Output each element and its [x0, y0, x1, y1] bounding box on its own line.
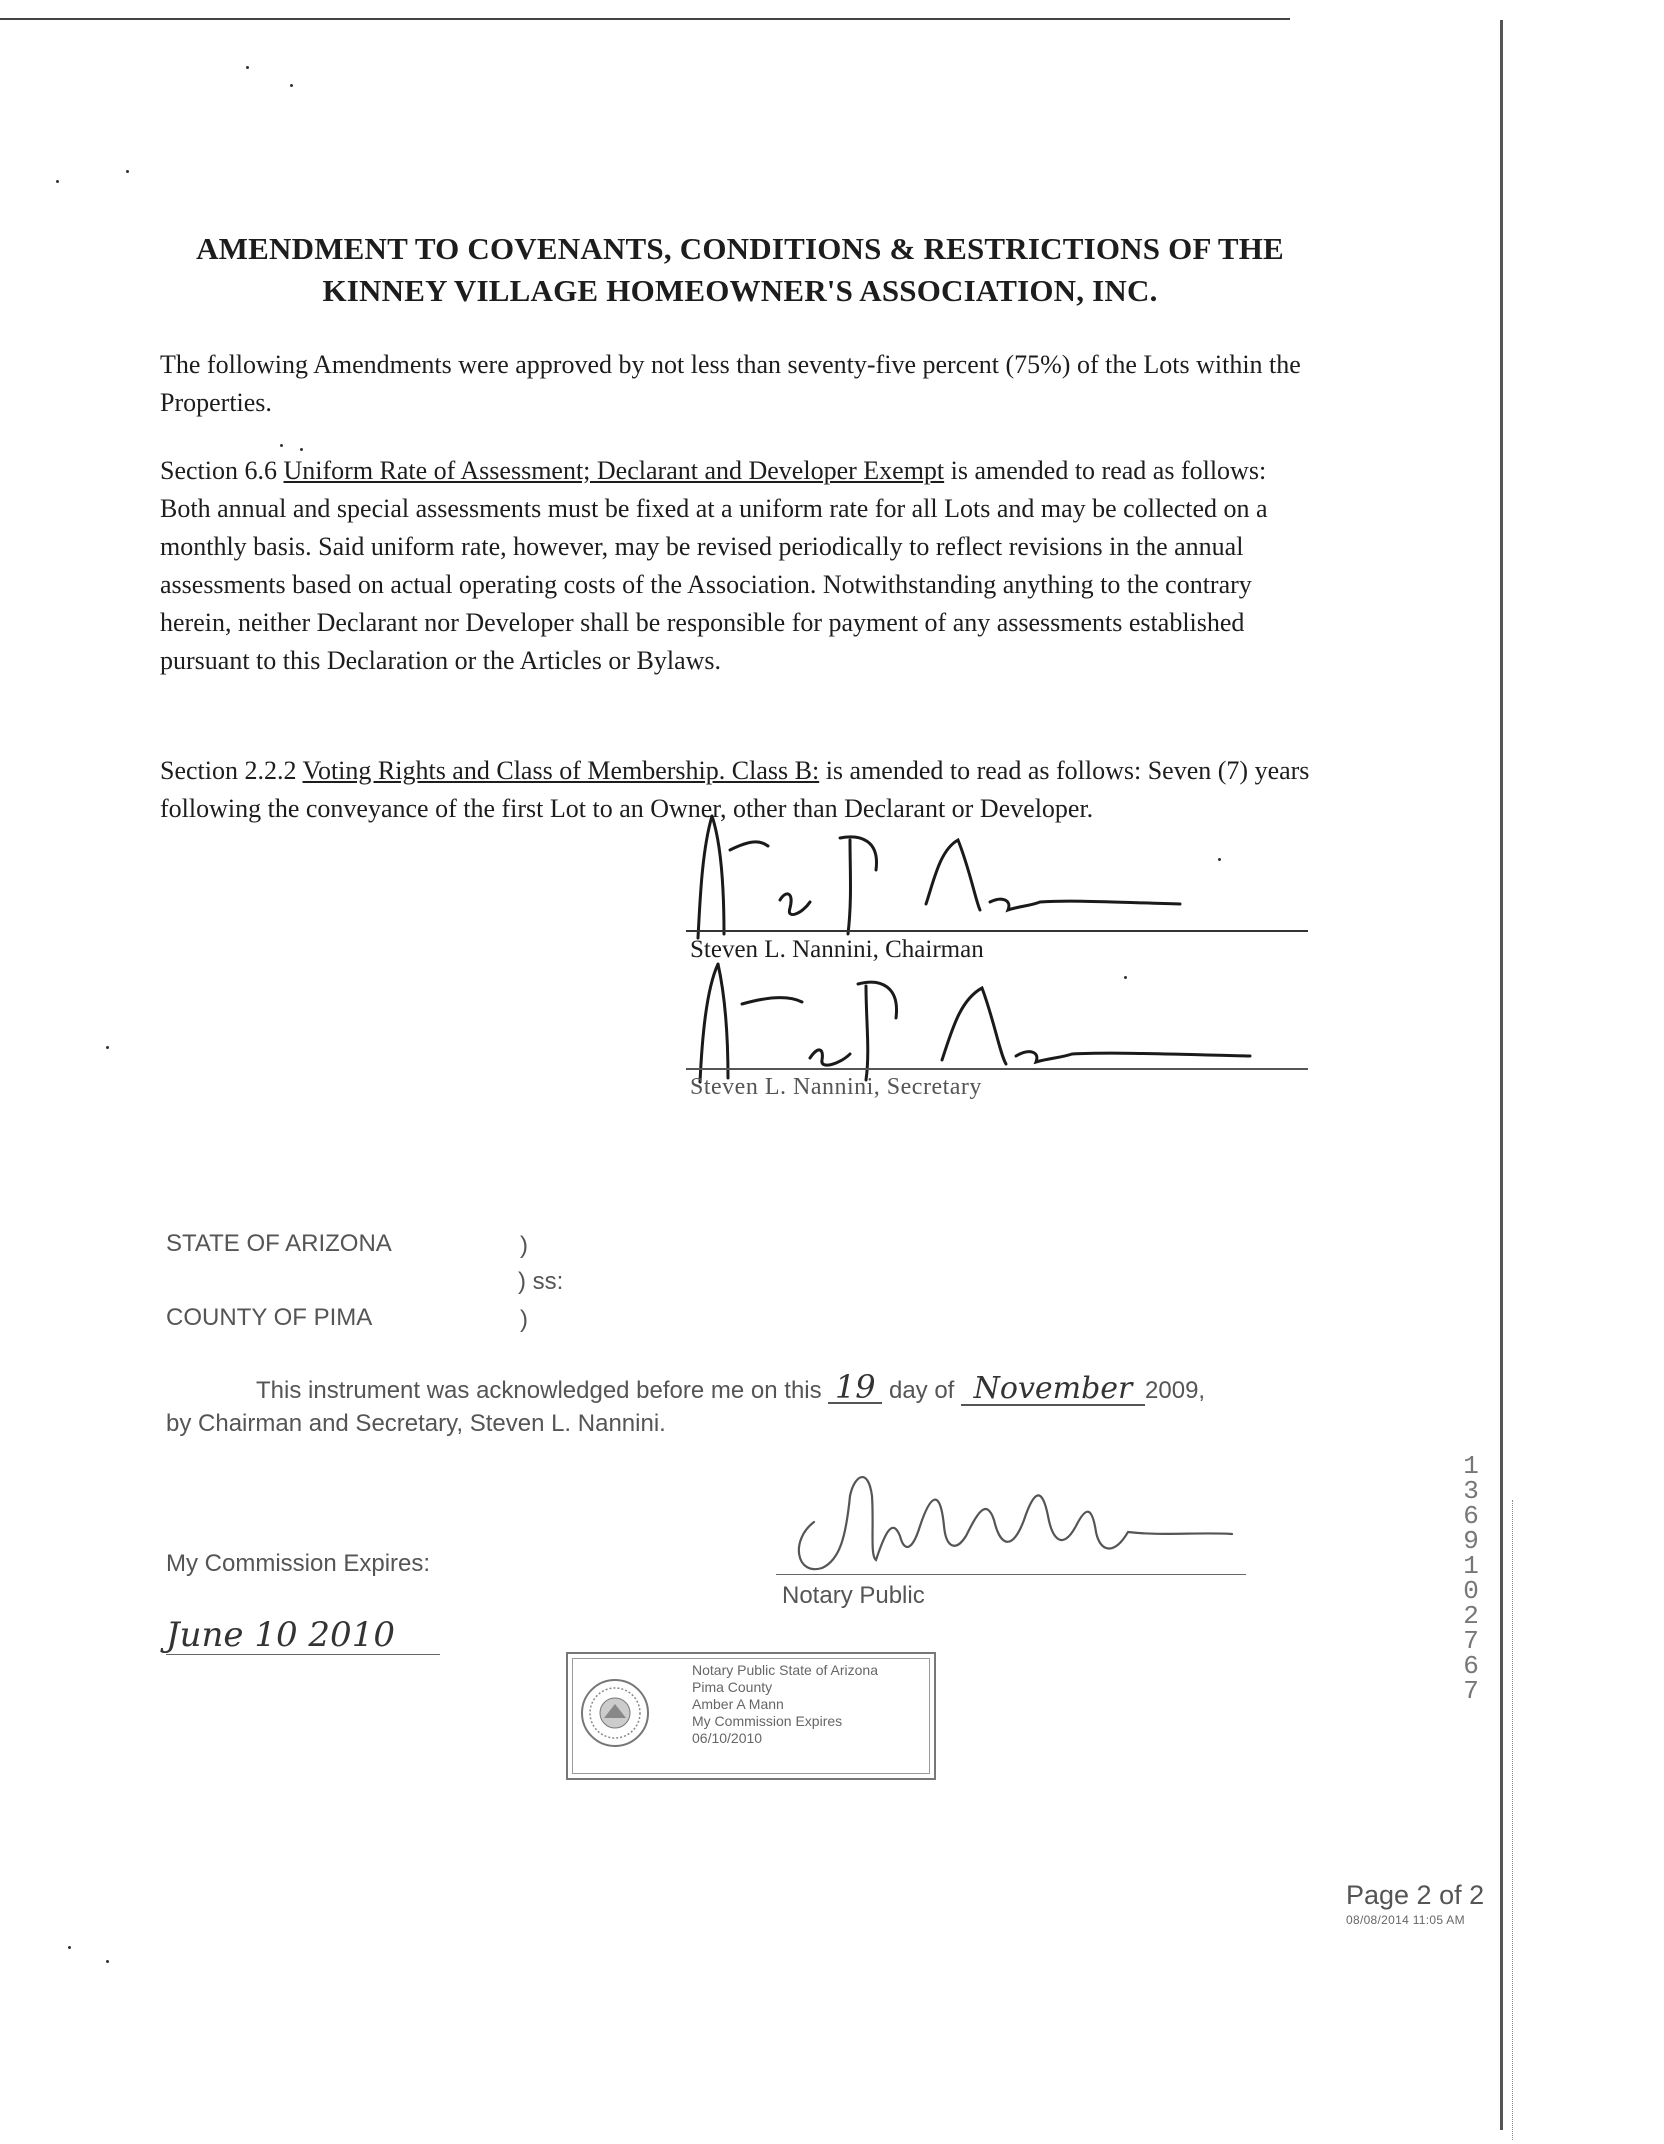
notary-seal-stamp: [566, 1652, 936, 1780]
secretary-caption: Steven L. Nannini, Secretary: [690, 1074, 982, 1100]
commission-expiry-handwritten: June 10 2010: [166, 1616, 440, 1655]
title-line-2: KINNEY VILLAGE HOMEOWNER'S ASSOCIATION, INC.: [322, 273, 1158, 308]
section-2-2-2-heading: Voting Rights and Class of Membership. Class B:: [302, 756, 820, 785]
ack-month-handwritten: November: [961, 1374, 1145, 1406]
secretary-signature: [690, 960, 1290, 1085]
acknowledgment-line-2: by Chairman and Secretary, Steven L. Nannini.: [166, 1410, 666, 1437]
section-6-6-body: is amended to read as follows: Both annual and special assessments must be fixed at a uniform rate for all Lots and may be collected on a monthly basis. Said uniform rate, however, may be revised periodically to reflect revisions in the annual assessments based on actual operating costs of the Association. Notwithstanding anything to the contrary herein, neither Declarant nor Developer shall be responsible for payment of any assessments established pursuant to this Declaration or the Articles or Bylaws.: [160, 456, 1268, 675]
intro-paragraph: The following Amendments were approved by not less than seventy-five percent (75%) of the Lots within the Properties.: [160, 350, 1301, 417]
stamp-line-2: Pima County: [692, 1679, 773, 1695]
section-6-6-paragraph: [160, 452, 1320, 680]
stamp-line-4: My Commission Expires: [692, 1713, 843, 1729]
right-scan-edge-dotted: [1512, 1500, 1513, 2140]
venue-paren-2: ): [520, 1306, 528, 1333]
state-seal-icon: [580, 1678, 650, 1748]
chairman-signature-line: [686, 930, 1308, 932]
chairman-signature: [690, 810, 1210, 940]
chairman-caption: Steven L. Nannini, Chairman: [690, 936, 984, 963]
stamp-line-1: Notary Public State of Arizona: [692, 1662, 878, 1678]
right-scan-edge: [1500, 20, 1503, 2130]
document-title: [120, 228, 1360, 312]
scan-speck: [68, 1946, 71, 1949]
title-line-1: AMENDMENT TO COVENANTS, CONDITIONS & RESTRICTIONS OF THE: [196, 231, 1284, 266]
print-timestamp: 08/08/2014 11:05 AM: [1346, 1913, 1465, 1927]
venue-ss: ) ss:: [518, 1268, 564, 1295]
ack-day-of: day of: [888, 1377, 955, 1404]
section-6-6-heading: Uniform Rate of Assessment; Declarant and Developer Exempt: [283, 456, 945, 485]
venue-paren-1: ): [520, 1232, 528, 1259]
notary-signature: [780, 1456, 1240, 1586]
stamp-text: [692, 1662, 878, 1747]
top-scan-edge: [0, 18, 1290, 20]
secretary-signature-line: [686, 1068, 1308, 1070]
scan-speck: [280, 444, 283, 447]
scan-speck: [106, 1960, 109, 1963]
section-2-2-2-body: is amended to read as follows: Seven (7) years following the conveyance of the first Lot to an Owner, other than Declarant or Developer.: [160, 756, 1310, 823]
scan-speck: [1218, 858, 1221, 861]
stamp-line-5: 06/10/2010: [692, 1730, 763, 1746]
document-number-text: 13691 02767: [1463, 1451, 1479, 1706]
notary-signature-line: [776, 1574, 1246, 1575]
ack-day-handwritten: 19: [828, 1372, 882, 1404]
scan-speck: [106, 1046, 109, 1049]
scan-speck: [290, 84, 293, 87]
state-label: STATE OF ARIZONA: [166, 1230, 392, 1257]
page-label: Page 2 of 2: [1346, 1880, 1485, 1910]
scan-speck: [246, 66, 249, 69]
section-6-6-number: Section 6.6: [160, 456, 277, 485]
scan-speck: [56, 180, 59, 183]
notary-public-caption: Notary Public: [782, 1582, 925, 1609]
ack-year: 2009,: [1145, 1377, 1206, 1404]
county-label: COUNTY OF PIMA: [166, 1304, 373, 1331]
ack-prefix: This instrument was acknowledged before me on this: [256, 1377, 822, 1404]
scan-speck: [126, 170, 129, 173]
stamp-line-3: Amber A Mann: [692, 1696, 784, 1712]
commission-expires-label: My Commission Expires:: [166, 1550, 431, 1577]
section-2-2-2-number: Section 2.2.2: [160, 756, 297, 785]
recording-document-number: [1456, 1451, 1486, 1706]
acknowledgment-line: [256, 1368, 1206, 1406]
scan-speck: [300, 448, 303, 451]
